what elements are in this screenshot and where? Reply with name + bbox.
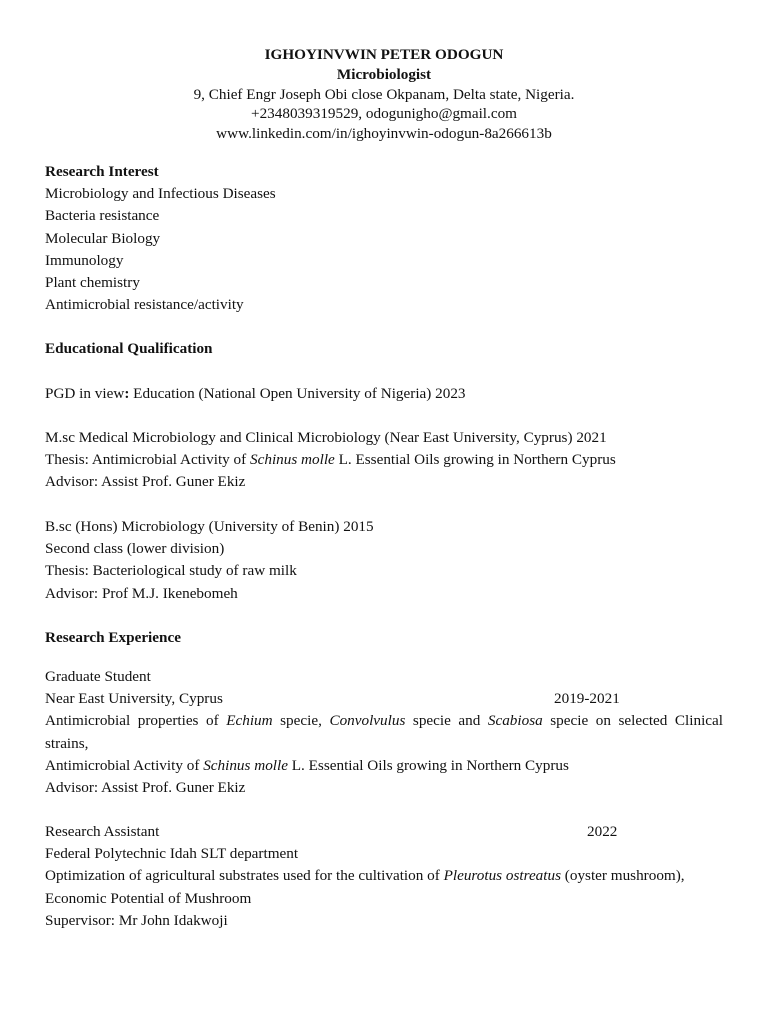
- job-description: Economic Potential of Mushroom: [45, 889, 252, 907]
- pgd-colon: :: [124, 385, 130, 402]
- job-description: [45, 865, 723, 887]
- msc-thesis-species: Schinus molle: [250, 451, 335, 469]
- species-name: Scabiosa: [487, 712, 543, 730]
- desc-text: specie on selected Clinical strains,: [45, 712, 723, 752]
- desc-text: Antimicrobial properties of: [45, 712, 227, 730]
- job-title: Graduate Student: [45, 668, 151, 685]
- job-advisor: Advisor: Assist Prof. Guner Ekiz: [45, 779, 246, 797]
- job-supervisor: Supervisor: Mr John Idakwoji: [45, 911, 228, 929]
- job-years: 2022: [587, 823, 618, 840]
- species-name: Echium: [226, 712, 273, 730]
- pgd-text: Education (National Open University of Nigeria) 2023: [129, 385, 466, 402]
- pgd-line: [45, 383, 723, 405]
- desc-text: specie and: [405, 712, 488, 730]
- education-section: [45, 338, 723, 360]
- experience-graduate: [45, 666, 723, 799]
- msc-advisor: Advisor: Assist Prof. Guner Ekiz: [45, 473, 246, 491]
- desc-text: Antimicrobial Activity of: [45, 756, 204, 774]
- interest-item: Immunology: [45, 251, 124, 269]
- desc-text: Optimization of agricultural substrates used for the cultivation of: [45, 867, 444, 885]
- bsc-thesis: Thesis: Bacteriological study of raw milk: [45, 562, 297, 580]
- species-name: Pleurotus ostreatus: [443, 867, 561, 885]
- desc-text: L. Essential Oils growing in Northern Cyprus: [287, 756, 569, 774]
- interest-item: Microbiology and Infectious Diseases: [45, 185, 276, 203]
- pgd-label: PGD in view: [45, 385, 125, 402]
- candidate-address: 9, Chief Engr Joseph Obi close Okpanam, Delta state, Nigeria.: [193, 85, 575, 103]
- job-institution: Near East University, Cyprus: [45, 690, 223, 708]
- section-heading: Educational Qualification: [45, 340, 213, 357]
- education-pgd: [45, 383, 723, 405]
- candidate-contact: +2348039319529, odogunigho@gmail.com: [251, 105, 517, 123]
- education-msc: [45, 427, 723, 494]
- job-description: [45, 710, 723, 754]
- education-bsc: [45, 516, 723, 605]
- experience-assistant: [45, 821, 723, 932]
- interest-item: Molecular Biology: [45, 229, 161, 247]
- job-description: [45, 755, 723, 777]
- msc-thesis-prefix: Thesis: Antimicrobial Activity of: [45, 451, 251, 469]
- interest-item: Plant chemistry: [45, 274, 140, 292]
- section-heading: Research Experience: [45, 629, 181, 646]
- interest-item: Antimicrobial resistance/activity: [45, 296, 244, 314]
- research-experience-section: [45, 627, 723, 649]
- job-title: Research Assistant: [45, 823, 160, 840]
- research-interest-section: [45, 161, 723, 316]
- species-name: Convolvulus: [329, 712, 406, 730]
- desc-text: specie,: [272, 712, 330, 730]
- candidate-name: IGHOYINVWIN PETER ODOGUN: [264, 46, 504, 63]
- job-institution-row: [45, 688, 723, 710]
- bsc-advisor: Advisor: Prof M.J. Ikenebomeh: [45, 584, 238, 602]
- msc-thesis-suffix: L. Essential Oils growing in Northern Cyprus: [334, 451, 616, 469]
- msc-thesis: [45, 449, 723, 471]
- bsc-class: Second class (lower division): [45, 540, 225, 558]
- bsc-degree: B.sc (Hons) Microbiology (University of Benin) 2015: [45, 518, 374, 535]
- interest-item: Bacteria resistance: [45, 207, 160, 225]
- job-institution: Federal Polytechnic Idah SLT department: [45, 845, 299, 863]
- species-name: Schinus molle: [203, 756, 288, 774]
- desc-text: (oyster mushroom),: [561, 867, 685, 885]
- resume-header: [0, 45, 768, 144]
- job-title-row: [45, 821, 723, 843]
- msc-degree: M.sc Medical Microbiology and Clinical Microbiology (Near East University, Cyprus) 2021: [45, 429, 607, 446]
- job-years: 2019-2021: [554, 690, 620, 708]
- section-heading: Research Interest: [45, 163, 159, 180]
- candidate-role: Microbiologist: [336, 65, 432, 83]
- candidate-linkedin: www.linkedin.com/in/ighoyinvwin-odogun-8a266613b: [216, 125, 552, 143]
